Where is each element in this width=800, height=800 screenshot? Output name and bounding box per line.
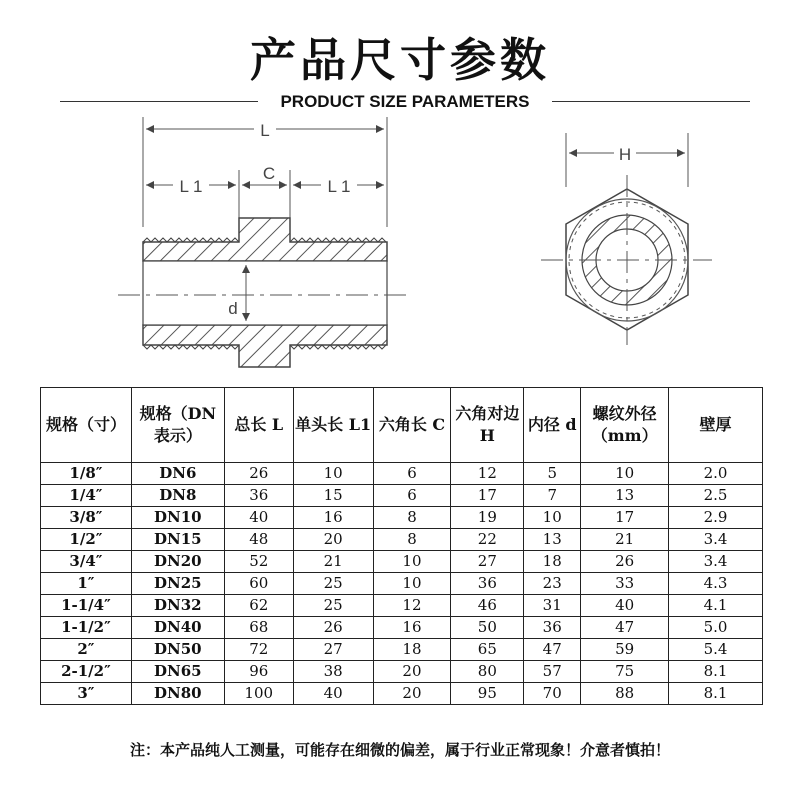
cell-inner-diameter: 23: [524, 573, 581, 595]
cell-size-inch: 2″: [41, 639, 132, 661]
cell-size-dn: DN6: [131, 463, 224, 485]
col-header-hex-length: 六角长 C: [373, 388, 451, 463]
cell-thread-outer-diameter: 21: [581, 529, 669, 551]
table-row: [41, 463, 763, 485]
cell-end-length: 27: [293, 639, 373, 661]
disclaimer-note: 注：本产品纯人工测量，可能存在细微的偏差，属于行业正常现象！介意者慎拍！: [129, 741, 670, 759]
cell-hex-across-flats: 65: [451, 639, 524, 661]
page-subtitle: PRODUCT SIZE PARAMETERS: [280, 92, 530, 111]
cell-size-inch: 1-1/4″: [41, 595, 132, 617]
cell-inner-diameter: 18: [524, 551, 581, 573]
cell-wall-thickness: 3.4: [669, 529, 763, 551]
label-H: H: [618, 145, 632, 164]
cell-inner-diameter: 47: [524, 639, 581, 661]
cell-thread-outer-diameter: 13: [581, 485, 669, 507]
table-row: [41, 529, 763, 551]
col-header-thread-outer-diameter: 螺纹外径（mm）: [581, 388, 669, 463]
cell-size-dn: DN50: [131, 639, 224, 661]
cell-wall-thickness: 2.0: [669, 463, 763, 485]
col-header-size-inch: 规格（寸）: [41, 388, 132, 463]
cell-hex-across-flats: 36: [451, 573, 524, 595]
cell-thread-outer-diameter: 33: [581, 573, 669, 595]
cell-inner-diameter: 70: [524, 683, 581, 705]
cell-thread-outer-diameter: 26: [581, 551, 669, 573]
col-header-hex-across-flats: 六角对边H: [451, 388, 524, 463]
cell-thread-outer-diameter: 88: [581, 683, 669, 705]
cell-hex-across-flats: 12: [451, 463, 524, 485]
table-header-row: [41, 388, 763, 463]
side-view: [118, 117, 410, 367]
cell-end-length: 20: [293, 529, 373, 551]
cell-size-dn: DN10: [131, 507, 224, 529]
cell-end-length: 25: [293, 595, 373, 617]
cell-size-dn: DN15: [131, 529, 224, 551]
cell-hex-across-flats: 80: [451, 661, 524, 683]
cell-end-length: 38: [293, 661, 373, 683]
table-row: [41, 639, 763, 661]
cell-size-inch: 1″: [41, 573, 132, 595]
table-row: [41, 617, 763, 639]
cell-thread-outer-diameter: 17: [581, 507, 669, 529]
label-C: C: [262, 164, 276, 183]
size-parameter-table: [40, 387, 763, 705]
table-row: [41, 683, 763, 705]
cell-hex-length: 20: [373, 661, 451, 683]
cell-size-inch: 1-1/2″: [41, 617, 132, 639]
cell-hex-length: 20: [373, 683, 451, 705]
cell-size-dn: DN40: [131, 617, 224, 639]
cell-end-length: 26: [293, 617, 373, 639]
table-row: [41, 551, 763, 573]
cell-hex-length: 8: [373, 529, 451, 551]
cell-hex-length: 18: [373, 639, 451, 661]
cell-total-length: 52: [224, 551, 293, 573]
cell-total-length: 62: [224, 595, 293, 617]
cell-hex-length: 6: [373, 485, 451, 507]
cell-total-length: 96: [224, 661, 293, 683]
col-header-end-length: 单头长 L1: [293, 388, 373, 463]
table-row: [41, 485, 763, 507]
dimension-diagram: [0, 115, 800, 385]
cell-inner-diameter: 57: [524, 661, 581, 683]
cell-wall-thickness: 5.0: [669, 617, 763, 639]
divider-right: [552, 101, 750, 102]
end-view: [541, 133, 712, 345]
cell-hex-across-flats: 46: [451, 595, 524, 617]
col-header-inner-diameter: 内径 d: [524, 388, 581, 463]
cell-size-inch: 3/8″: [41, 507, 132, 529]
cell-size-inch: 2-1/2″: [41, 661, 132, 683]
cell-size-inch: 3/4″: [41, 551, 132, 573]
table-row: [41, 661, 763, 683]
cell-wall-thickness: 2.9: [669, 507, 763, 529]
cell-thread-outer-diameter: 47: [581, 617, 669, 639]
cell-size-dn: DN25: [131, 573, 224, 595]
cell-thread-outer-diameter: 40: [581, 595, 669, 617]
label-L1-right: L 1: [327, 177, 351, 196]
col-header-size-dn: 规格（DN表示）: [131, 388, 224, 463]
cell-total-length: 68: [224, 617, 293, 639]
cell-end-length: 40: [293, 683, 373, 705]
cell-wall-thickness: 8.1: [669, 683, 763, 705]
cell-inner-diameter: 5: [524, 463, 581, 485]
cell-total-length: 40: [224, 507, 293, 529]
cell-wall-thickness: 3.4: [669, 551, 763, 573]
cell-total-length: 26: [224, 463, 293, 485]
cell-hex-across-flats: 19: [451, 507, 524, 529]
cell-hex-length: 16: [373, 617, 451, 639]
cell-inner-diameter: 36: [524, 617, 581, 639]
cell-hex-across-flats: 22: [451, 529, 524, 551]
cell-thread-outer-diameter: 10: [581, 463, 669, 485]
cell-hex-length: 8: [373, 507, 451, 529]
cell-total-length: 72: [224, 639, 293, 661]
cell-inner-diameter: 7: [524, 485, 581, 507]
cell-size-dn: DN20: [131, 551, 224, 573]
label-d: d: [228, 299, 238, 318]
cell-inner-diameter: 10: [524, 507, 581, 529]
table-row: [41, 507, 763, 529]
cell-total-length: 36: [224, 485, 293, 507]
cell-total-length: 48: [224, 529, 293, 551]
cell-hex-across-flats: 27: [451, 551, 524, 573]
cell-wall-thickness: 2.5: [669, 485, 763, 507]
cell-size-inch: 1/8″: [41, 463, 132, 485]
label-L1-left: L 1: [179, 177, 203, 196]
cell-wall-thickness: 8.1: [669, 661, 763, 683]
col-header-total-length: 总长 L: [224, 388, 293, 463]
cell-hex-length: 12: [373, 595, 451, 617]
cell-hex-across-flats: 95: [451, 683, 524, 705]
cell-size-dn: DN32: [131, 595, 224, 617]
cell-end-length: 21: [293, 551, 373, 573]
table-row: [41, 595, 763, 617]
cell-inner-diameter: 13: [524, 529, 581, 551]
cell-size-inch: 3″: [41, 683, 132, 705]
cell-wall-thickness: 4.1: [669, 595, 763, 617]
cell-hex-length: 10: [373, 551, 451, 573]
cell-end-length: 25: [293, 573, 373, 595]
cell-total-length: 60: [224, 573, 293, 595]
cell-size-dn: DN8: [131, 485, 224, 507]
cell-total-length: 100: [224, 683, 293, 705]
cell-inner-diameter: 31: [524, 595, 581, 617]
cell-end-length: 10: [293, 463, 373, 485]
cell-wall-thickness: 5.4: [669, 639, 763, 661]
cell-thread-outer-diameter: 59: [581, 639, 669, 661]
subtitle-row: [60, 90, 750, 114]
cell-end-length: 15: [293, 485, 373, 507]
cell-thread-outer-diameter: 75: [581, 661, 669, 683]
col-header-wall-thickness: 壁厚: [669, 388, 763, 463]
cell-hex-across-flats: 17: [451, 485, 524, 507]
cell-hex-across-flats: 50: [451, 617, 524, 639]
cell-hex-length: 10: [373, 573, 451, 595]
cell-size-inch: 1/2″: [41, 529, 132, 551]
cell-size-dn: DN65: [131, 661, 224, 683]
cell-hex-length: 6: [373, 463, 451, 485]
page-title: 产品尺寸参数: [250, 33, 550, 87]
cell-size-inch: 1/4″: [41, 485, 132, 507]
cell-end-length: 16: [293, 507, 373, 529]
table-row: [41, 573, 763, 595]
cell-size-dn: DN80: [131, 683, 224, 705]
label-L: L: [260, 121, 270, 140]
cell-wall-thickness: 4.3: [669, 573, 763, 595]
